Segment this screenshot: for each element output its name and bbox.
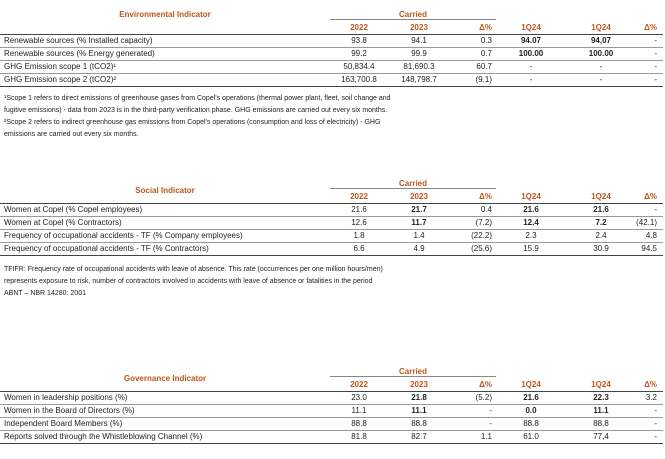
cell-1q24-b: - xyxy=(599,62,603,71)
cell-1q24-b: 22.3 xyxy=(593,393,609,402)
table-row xyxy=(0,48,663,61)
cell-2023: 82.7 xyxy=(411,432,427,441)
table-row xyxy=(0,418,663,431)
social-carried-label: Carried xyxy=(330,179,496,189)
col-2023: 2023 xyxy=(410,380,428,389)
cell-2022: 6.6 xyxy=(353,244,365,253)
note-line: ²Scope 2 refers to indirect greenhouse gas emissions from Copel's operations (consumption and loss of electricity) - GHG xyxy=(4,119,381,126)
environmental-title: Environmental Indicator xyxy=(119,10,211,19)
table-row xyxy=(0,217,663,230)
row-label: Frequency of occupational accidents - TF (% Company employees) xyxy=(4,231,243,240)
social-title: Social Indicator xyxy=(135,186,195,195)
cell-delta: (9.1) xyxy=(475,75,492,84)
col-2023: 2023 xyxy=(410,192,428,201)
row-label: Renewable sources (% Installed capacity) xyxy=(4,36,153,45)
cell-1q24-a: 0.0 xyxy=(525,406,537,415)
cell-2023: 1.4 xyxy=(413,231,425,240)
cell-2022: 12.6 xyxy=(351,218,367,227)
cell-delta-2: - xyxy=(654,406,657,415)
cell-1q24-a: 21.6 xyxy=(523,393,539,402)
social-notes xyxy=(4,264,474,300)
cell-delta-2: - xyxy=(654,432,657,441)
governance-carried-label: Carried xyxy=(330,367,496,377)
cell-delta-2: - xyxy=(654,205,657,214)
cell-delta-2: 3.2 xyxy=(645,393,657,402)
environmental-header xyxy=(0,10,663,22)
table-row xyxy=(0,405,663,418)
table-row xyxy=(0,431,663,444)
governance-title: Governance Indicator xyxy=(123,374,207,383)
row-label: Women at Copel (% Contractors) xyxy=(4,218,122,227)
col-2022: 2022 xyxy=(350,380,368,389)
cell-2023: 148,798.7 xyxy=(401,75,437,84)
table-row xyxy=(0,230,663,243)
cell-2022: 81.8 xyxy=(351,432,367,441)
note-line: ABNT – NBR 14280: 2001 xyxy=(4,290,86,297)
cell-delta: (7.2) xyxy=(475,218,492,227)
table-row xyxy=(0,243,663,256)
environmental-column-headers xyxy=(0,22,663,35)
cell-1q24-a: - xyxy=(529,62,533,71)
row-label: GHG Emission scope 2 (tCO2)² xyxy=(4,75,117,84)
cell-delta: 0.4 xyxy=(480,205,492,214)
environmental-table xyxy=(0,10,663,87)
cell-delta: 0.3 xyxy=(480,36,492,45)
cell-2023: 11.7 xyxy=(411,218,427,227)
row-label: Women at Copel (% Copel employees) xyxy=(4,205,143,214)
cell-2023: 94.1 xyxy=(411,36,427,45)
cell-1q24-a: 12.4 xyxy=(523,218,539,227)
note-line: emissions are carried out every six months. xyxy=(4,131,139,138)
note-line: represents exposure to risk, number of contractors involved in accidents with leave of absence or fatalities in the period xyxy=(4,278,373,285)
cell-delta: (5.2) xyxy=(475,393,492,402)
cell-2022: 99.2 xyxy=(351,49,367,58)
col-2022: 2022 xyxy=(350,23,368,32)
col-delta: Δ% xyxy=(479,23,492,32)
row-label: Renewable sources (% Energy generated) xyxy=(4,49,155,58)
cell-2022: 21.6 xyxy=(351,205,367,214)
environmental-carried-label: Carried xyxy=(330,10,496,20)
col-delta-2: Δ% xyxy=(644,380,657,389)
cell-delta-2: (42.1) xyxy=(636,218,657,227)
cell-2023: 4.9 xyxy=(413,244,425,253)
cell-1q24-b: 11.1 xyxy=(593,406,609,415)
governance-table xyxy=(0,367,663,444)
cell-delta-2: 94.5 xyxy=(641,244,657,253)
cell-2023: 81,690.3 xyxy=(403,62,435,71)
governance-header xyxy=(0,367,663,383)
row-label: Independent Board Members (%) xyxy=(4,419,123,428)
cell-delta: - xyxy=(489,419,492,428)
cell-2022: 1.8 xyxy=(353,231,365,240)
row-label: Women in the Board of Directors (%) xyxy=(4,406,135,415)
cell-delta-2: - xyxy=(654,75,657,84)
cell-1q24-b: 94,07 xyxy=(590,36,612,45)
cell-delta: (22.2) xyxy=(471,231,492,240)
cell-2023: 88.8 xyxy=(411,419,427,428)
cell-delta: 0.7 xyxy=(480,49,492,58)
cell-delta-2: - xyxy=(654,36,657,45)
cell-delta-2: - xyxy=(654,419,657,428)
table-row xyxy=(0,392,663,405)
cell-delta: - xyxy=(489,406,492,415)
cell-1q24-a: 61.0 xyxy=(523,432,539,441)
cell-1q24-b: 2.4 xyxy=(595,231,607,240)
cell-2022: 163,700.8 xyxy=(341,75,377,84)
cell-1q24-b: 77,4 xyxy=(593,432,609,441)
cell-2023: 99.9 xyxy=(411,49,427,58)
cell-1q24-a: - xyxy=(529,75,533,84)
col-delta: Δ% xyxy=(479,380,492,389)
cell-1q24-b: 88.8 xyxy=(593,419,609,428)
cell-delta: 60.7 xyxy=(476,62,492,71)
col-delta-2: Δ% xyxy=(644,192,657,201)
col-1q24-b: 1Q24 xyxy=(591,23,611,32)
cell-1q24-a: 15.9 xyxy=(523,244,539,253)
cell-2022: 88.8 xyxy=(351,419,367,428)
col-1q24-b: 1Q24 xyxy=(591,380,611,389)
note-line: ¹Scope 1 refers to direct emissions of greenhouse gases from Copel's operations (thermal power plant, fleet, soil change and xyxy=(4,95,391,102)
cell-1q24-a: 100.00 xyxy=(518,49,544,58)
cell-2022: 23.0 xyxy=(351,393,367,402)
col-1q24-a: 1Q24 xyxy=(521,192,541,201)
cell-2023: 11.1 xyxy=(411,406,427,415)
table-row xyxy=(0,61,663,74)
cell-1q24-a: 21.6 xyxy=(523,205,539,214)
note-line: TFIFR: Frequency rate of occupational accidents with leave of absence. This rate (occurrences per one million hours/men) xyxy=(4,266,383,273)
cell-delta-2: 4.8 xyxy=(645,231,657,240)
cell-delta: 1.1 xyxy=(480,432,492,441)
social-table xyxy=(0,179,663,256)
table-row xyxy=(0,35,663,48)
col-2022: 2022 xyxy=(350,192,368,201)
cell-2023: 21.8 xyxy=(411,393,427,402)
cell-2022: 50,834.4 xyxy=(343,62,375,71)
cell-2023: 21.7 xyxy=(411,205,427,214)
cell-delta-2: - xyxy=(654,49,657,58)
row-label: GHG Emission scope 1 (tCO2)¹ xyxy=(4,62,117,71)
cell-1q24-b: 100.00 xyxy=(588,49,614,58)
col-delta-2: Δ% xyxy=(644,23,657,32)
col-1q24-b: 1Q24 xyxy=(591,192,611,201)
row-label: Reports solved through the Whistleblowing Channel (%) xyxy=(4,432,203,441)
cell-delta-2: - xyxy=(654,62,657,71)
cell-2022: 93.8 xyxy=(351,36,367,45)
environmental-notes xyxy=(4,93,474,141)
cell-1q24-b: - xyxy=(599,75,603,84)
table-row xyxy=(0,204,663,217)
cell-1q24-a: 94.07 xyxy=(520,36,542,45)
note-line: fugitive emissions) - data from 2023 is in the third-party verification phase. GHG emissions are carried out every six months. xyxy=(4,107,388,114)
col-1q24-a: 1Q24 xyxy=(521,23,541,32)
col-2023: 2023 xyxy=(410,23,428,32)
cell-1q24-b: 30.9 xyxy=(593,244,609,253)
cell-1q24-a: 88.8 xyxy=(523,419,539,428)
table-row xyxy=(0,74,663,87)
row-label: Women in leadership positions (%) xyxy=(4,393,128,402)
cell-2022: 11.1 xyxy=(351,406,367,415)
cell-1q24-a: 2.3 xyxy=(525,231,537,240)
row-label: Frequency of occupational accidents - TF (% Contractors) xyxy=(4,244,209,253)
col-delta: Δ% xyxy=(479,192,492,201)
cell-1q24-b: 7.2 xyxy=(595,218,607,227)
social-header xyxy=(0,179,663,195)
col-1q24-a: 1Q24 xyxy=(521,380,541,389)
cell-1q24-b: 21.6 xyxy=(593,205,609,214)
cell-delta: (25.6) xyxy=(471,244,492,253)
